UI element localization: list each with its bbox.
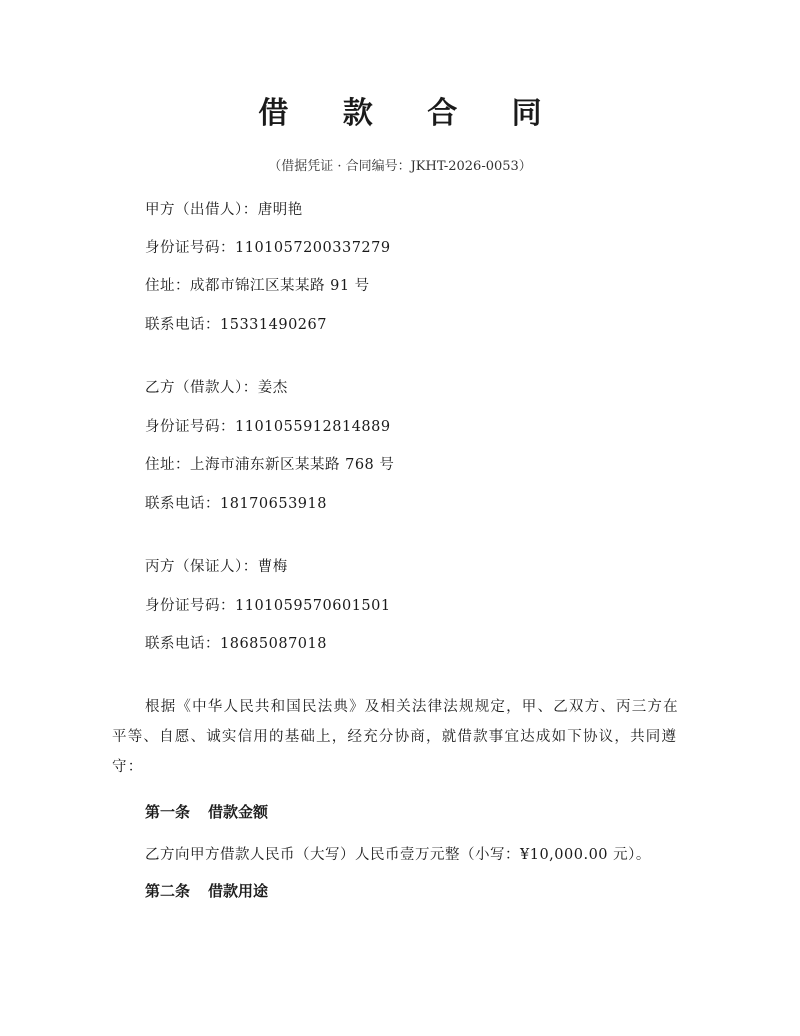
party-a-address: 住址：成都市锦江区某某路 91 号: [145, 278, 370, 294]
article-1-body: 乙方向甲方借款人民币（大写）人民币壹万元整（小写：¥10,000.00 元）。: [145, 847, 651, 863]
party-a-id: 身份证号码：1101057200337279: [145, 240, 391, 256]
party-c-id: 身份证号码：1101059570601501: [145, 598, 391, 614]
article-1-heading: [145, 801, 268, 823]
article-1-number: 第一条: [145, 803, 191, 821]
party-b-phone: 联系电话：18170653918: [145, 496, 327, 512]
party-a-role: 甲方（出借人）：唐明艳: [145, 202, 303, 218]
document-title: 借 款 合 同: [258, 96, 564, 131]
article-2-number: 第二条: [145, 882, 191, 900]
document-subtitle: （借据凭证 · 合同编号：JKHT-2026-0053）: [268, 159, 532, 174]
party-b-address: 住址：上海市浦东新区某某路 768 号: [145, 457, 395, 473]
preamble-paragraph: 根据《中华人民共和国民法典》及相关法律法规规定，甲、乙双方、丙三方在平等、自愿、诚实信用的基础上，经充分协商，就借款事宜达成如下协议，共同遵守：: [112, 699, 679, 775]
article-2-heading: [145, 880, 268, 902]
party-c-role: 丙方（保证人）：曹梅: [145, 559, 288, 575]
party-b-role: 乙方（借款人）：姜杰: [145, 380, 288, 396]
article-1-title: 借款金额: [208, 803, 269, 821]
party-a-phone: 联系电话：15331490267: [145, 317, 327, 333]
article-2-title: 借款用途: [208, 882, 269, 900]
party-b-id: 身份证号码：1101055912814889: [145, 419, 391, 435]
party-c-phone: 联系电话：18685087018: [145, 636, 327, 652]
